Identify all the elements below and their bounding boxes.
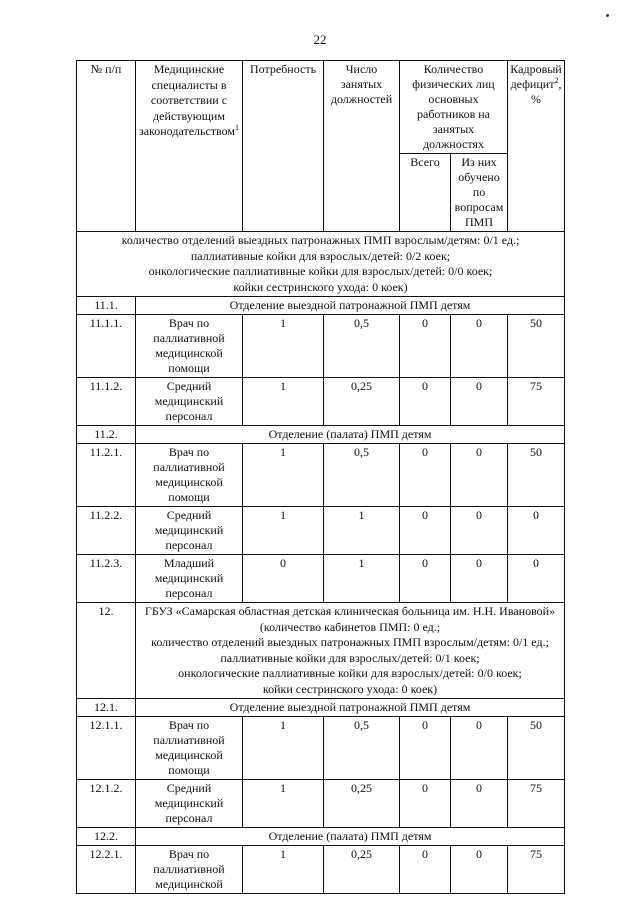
row-total: 0	[400, 555, 451, 603]
row-role: Средний медицинский персонал	[136, 780, 243, 828]
table-row	[77, 378, 565, 426]
section-num: 11.2.	[77, 426, 136, 444]
section-row	[77, 426, 565, 444]
table-row	[77, 555, 565, 603]
section-num: 11.1.	[77, 297, 136, 315]
institution-row	[77, 603, 565, 699]
row-trained: 0	[451, 507, 508, 555]
staffing-table	[76, 60, 565, 894]
institution-num: 12.	[77, 603, 136, 699]
row-deficit: 75	[508, 846, 565, 894]
section-title: Отделение (палата) ПМП детям	[136, 828, 565, 846]
row-trained: 0	[451, 846, 508, 894]
row-occupied: 1	[324, 555, 400, 603]
row-need: 1	[243, 315, 324, 378]
table-row	[77, 717, 565, 780]
row-deficit: 75	[508, 780, 565, 828]
info-line: койки сестринского ухода: 0 коек)	[233, 279, 408, 294]
row-deficit: 75	[508, 378, 565, 426]
row-num: 11.2.1.	[77, 444, 136, 507]
row-trained: 0	[451, 780, 508, 828]
row-role: Врач по паллиативной медицинской помощи	[136, 315, 243, 378]
section-title: Отделение (палата) ПМП детям	[136, 426, 565, 444]
row-num: 12.1.1.	[77, 717, 136, 780]
row-deficit: 50	[508, 444, 565, 507]
row-num: 11.2.3.	[77, 555, 136, 603]
row-total: 0	[400, 315, 451, 378]
info-line: онкологические паллиативные койки для взрослых/детей: 0/0 коек;	[148, 264, 493, 278]
row-deficit: 0	[508, 507, 565, 555]
info-line: количество отделений выездных патронажных ПМП взрослым/детям: 0/1 ед.;	[121, 233, 520, 247]
row-num: 12.1.2.	[77, 780, 136, 828]
row-occupied: 0,25	[324, 846, 400, 894]
row-occupied: 0,5	[324, 444, 400, 507]
section-num: 12.2.	[77, 828, 136, 846]
info-line: онкологические паллиативные койки для взрослых/детей: 0/0 коек;	[178, 666, 522, 680]
table-row	[77, 315, 565, 378]
row-role: Средний медицинский персонал	[136, 507, 243, 555]
info-line: ГБУЗ «Самарская областная детская клиническая больница им. Н.Н. Ивановой»	[144, 604, 556, 618]
row-need: 1	[243, 717, 324, 780]
row-occupied: 0,25	[324, 378, 400, 426]
row-num: 11.1.1.	[77, 315, 136, 378]
table-row	[77, 507, 565, 555]
row-need: 1	[243, 780, 324, 828]
section-row	[77, 297, 565, 315]
row-occupied: 1	[324, 507, 400, 555]
row-deficit: 0	[508, 555, 565, 603]
row-total: 0	[400, 717, 451, 780]
page-number: 22	[313, 32, 327, 47]
header-trained: Из них обучено по вопросам ПМП	[451, 154, 508, 232]
info-line: (количество кабинетов ПМП: 0 ед.;	[259, 619, 441, 634]
row-occupied: 0,5	[324, 717, 400, 780]
header-num: № п/п	[77, 61, 136, 232]
row-total: 0	[400, 507, 451, 555]
row-need: 0	[243, 555, 324, 603]
row-occupied: 0,25	[324, 780, 400, 828]
row-need: 1	[243, 378, 324, 426]
row-role: Средний медицинский персонал	[136, 378, 243, 426]
header-staff-group: Количество физических лиц основных работников на занятых должностях	[400, 61, 508, 154]
row-num: 11.1.2.	[77, 378, 136, 426]
row-deficit: 50	[508, 717, 565, 780]
table-row	[77, 444, 565, 507]
section-title: Отделение выездной патронажной ПМП детям	[136, 297, 565, 315]
scan-dot	[606, 14, 609, 17]
section-row	[77, 828, 565, 846]
header-occupied: Число занятых должностей	[324, 61, 400, 232]
row-role: Младший медицинский персонал	[136, 555, 243, 603]
institution-info	[136, 603, 565, 699]
row-trained: 0	[451, 444, 508, 507]
row-role: Врач по паллиативной медицинской	[136, 846, 243, 894]
row-num: 11.2.2.	[77, 507, 136, 555]
row-total: 0	[400, 378, 451, 426]
row-trained: 0	[451, 555, 508, 603]
section-info-row	[77, 232, 565, 297]
section-num: 12.1.	[77, 699, 136, 717]
table-row	[77, 846, 565, 894]
section-info	[77, 232, 565, 297]
row-total: 0	[400, 846, 451, 894]
table-row	[77, 780, 565, 828]
row-deficit: 50	[508, 315, 565, 378]
info-line: паллиативные койки для взрослых/детей: 0/2 коек;	[190, 248, 451, 263]
header-role: Медицинские специалисты в соответствии с действующим законодательством$^1$	[136, 61, 243, 232]
row-need: 1	[243, 444, 324, 507]
info-line: количество отделений выездных патронажных ПМП взрослым/детям: 0/1 ед.;	[151, 635, 549, 649]
row-trained: 0	[451, 717, 508, 780]
row-occupied: 0,5	[324, 315, 400, 378]
row-total: 0	[400, 444, 451, 507]
section-title: Отделение выездной патронажной ПМП детям	[136, 699, 565, 717]
header-need: Потребность	[243, 61, 324, 232]
header-total: Всего	[400, 154, 451, 232]
row-total: 0	[400, 780, 451, 828]
header-row	[77, 61, 565, 154]
row-need: 1	[243, 846, 324, 894]
info-line: койки сестринского ухода: 0 коек)	[262, 681, 438, 696]
info-line: паллиативные койки для взрослых/детей: 0/1 коек;	[220, 650, 480, 665]
section-row	[77, 699, 565, 717]
header-deficit: Кадровый дефицит$^2$, %	[508, 61, 565, 232]
row-need: 1	[243, 507, 324, 555]
row-trained: 0	[451, 315, 508, 378]
row-role: Врач по паллиативной медицинской помощи	[136, 717, 243, 780]
row-trained: 0	[451, 378, 508, 426]
row-num: 12.2.1.	[77, 846, 136, 894]
row-role: Врач по паллиативной медицинской помощи	[136, 444, 243, 507]
